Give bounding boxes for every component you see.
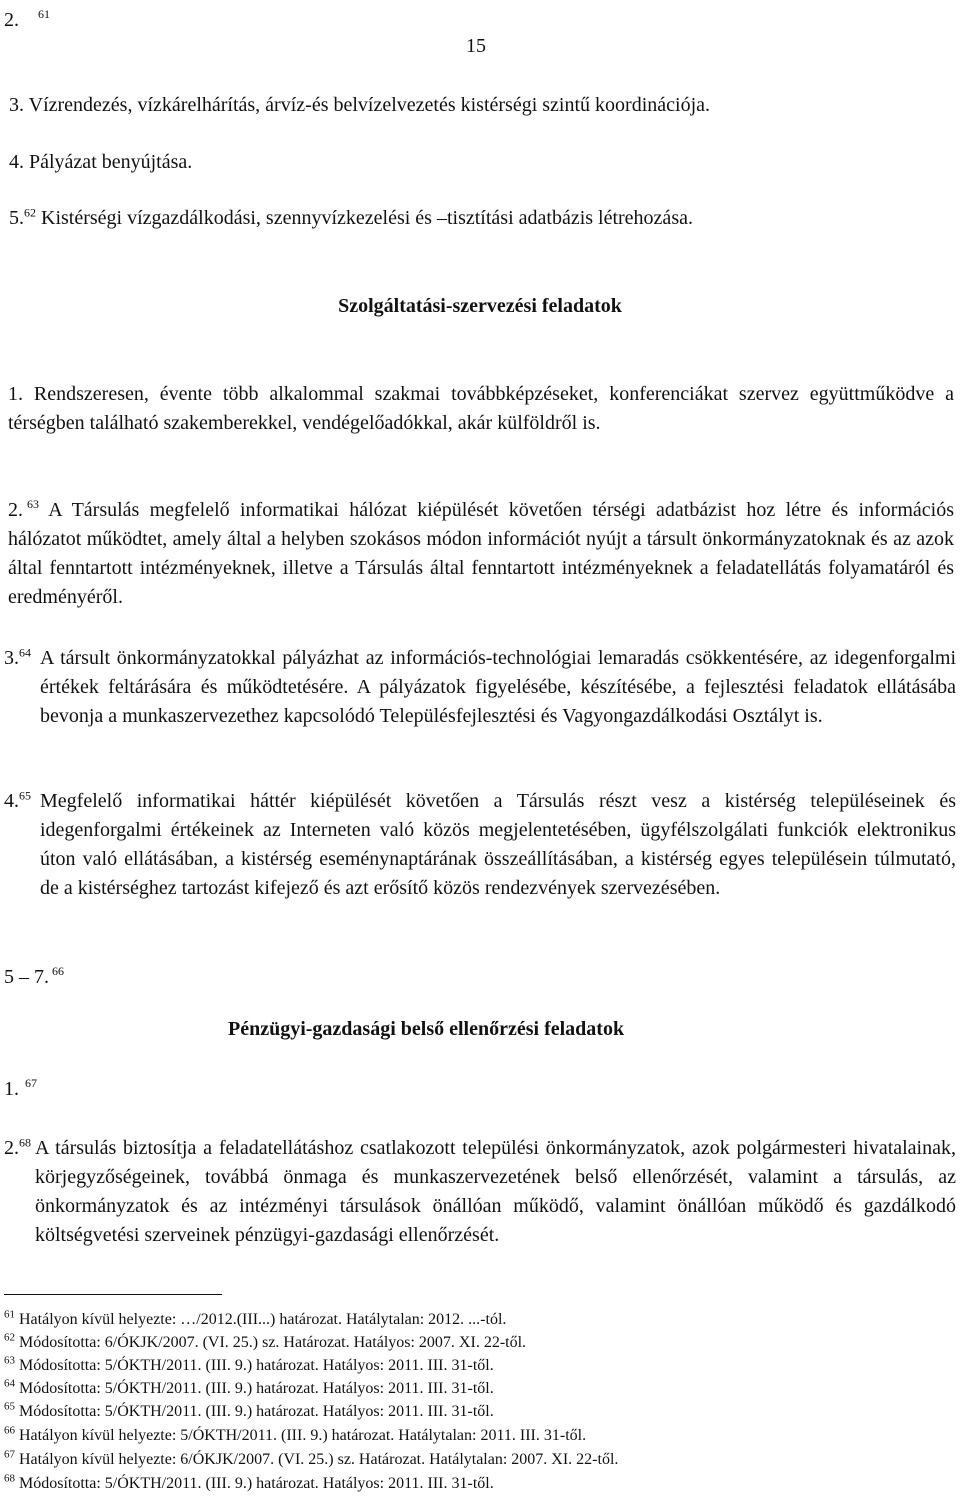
list-item <box>4 1134 958 1250</box>
item-text: Kistérségi vízgazdálkodási, szennyvízkezelési és –tisztítási adatbázis létrehozása. <box>41 207 693 229</box>
footnote-ref: 62 <box>24 205 36 220</box>
list-item <box>9 91 710 120</box>
footnote-text: Hatályon kívül helyezte: 5/ÓKTH/2011. (III. 9.) határozat. Hatálytalan: 2011. III. 31-től. <box>19 1427 587 1444</box>
footnote <box>4 1426 586 1446</box>
footnote-text: Módosította: 5/ÓKTH/2011. (III. 9.) határozat. Hatályos: 2011. III. 31-től. <box>19 1475 494 1492</box>
footnote <box>4 1474 494 1494</box>
item-number: 5 – 7. <box>4 966 49 988</box>
item-number: 5. <box>9 207 24 229</box>
item-number: 2. <box>4 1137 19 1159</box>
footnote <box>4 1333 526 1353</box>
item-number: 2. <box>8 499 23 521</box>
footnote <box>4 1402 494 1422</box>
item-number: 1. <box>4 1078 19 1100</box>
footnote-text: Módosította: 5/ÓKTH/2011. (III. 9.) határozat. Hatályos: 2011. III. 31-től. <box>19 1403 494 1420</box>
section-heading: Szolgáltatási-szervezési feladatok <box>338 295 622 317</box>
item-text: Megfelelő informatikai háttér kiépülését követően a Társulás részt vesz a kistérség településeinek és idegenforgalmi értékeinek az Interneten való közös megjelentetésében, ügyfélszolgálati funkciók elektronikus úton való ellátásában, a kistérség eseménynaptárának összeállításában, a kistérség egyes településein túlmutató, de a kistérséghez tartozást kifejező és azt erősítő közös rendezvények szervezésében. <box>40 790 956 899</box>
section-heading: Pénzügyi-gazdasági belső ellenőrzési feladatok <box>228 1018 625 1040</box>
footnote-ref: 63 <box>27 497 39 512</box>
list-item <box>8 380 954 438</box>
item-text: Pályázat benyújtása. <box>29 151 193 173</box>
footnote-text: Hatályon kívül helyezte: 6/ÓKJK/2007. (VI. 25.) sz. Határozat. Hatálytalan: 2007. XI. 22-től. <box>19 1451 619 1468</box>
footnote-ref: 65 <box>19 788 31 803</box>
list-item <box>9 148 192 177</box>
footnote <box>4 1310 506 1330</box>
repealed-item-1 <box>4 1075 37 1104</box>
repealed-item-2 <box>4 6 50 35</box>
item-text: Vízrendezés, vízkárelhárítás, árvíz-és belvízelvezetés kistérségi szintű koordinációja. <box>28 94 711 116</box>
repealed-item-5-7 <box>4 963 64 992</box>
footnote-number: 61 <box>4 1308 15 1321</box>
footnote-ref: 68 <box>19 1135 31 1150</box>
list-item <box>9 204 693 233</box>
footnote <box>4 1379 494 1399</box>
footnote-number: 68 <box>4 1472 15 1485</box>
item-number: 4. <box>4 790 19 812</box>
item-number: 4. <box>9 151 24 173</box>
footnote-number: 67 <box>4 1448 15 1461</box>
item-text: A társult önkormányzatokkal pályázhat az információs-technológiai lemaradás csökkentésére, az idegenforgalmi értékek feltárására és működtetésére. A pályázatok figyelésébe, készítésébe, a fejlesztési feladatok ellátásába bevonja a munkaszervezethez kapcsolódó Településfejlesztési és Vagyongazdálkodási Osztályt is. <box>40 647 956 727</box>
footnote-separator <box>4 1294 222 1295</box>
footnote-ref: 61 <box>38 7 50 22</box>
footnote-text: Módosította: 5/ÓKTH/2011. (III. 9.) határozat. Hatályos: 2011. III. 31-től. <box>19 1357 494 1374</box>
item-text: A Társulás megfelelő informatikai hálózat kiépülését követően térségi adatbázist hoz létre és információs hálózatot működtet, amely által a helyben szokásos módon információt nyújt a társult önkormányzatoknak és az azok által fenntartott intézményeknek, illetve a Társulás által fenntartott intézményeknek a feladatellátás folyamatáról és eredményéről. <box>8 499 954 608</box>
footnote-number: 63 <box>4 1354 15 1367</box>
item-number: 2. <box>4 9 19 31</box>
footnote-number: 65 <box>4 1400 15 1413</box>
footnote <box>4 1450 618 1470</box>
list-item <box>8 496 954 612</box>
list-item <box>4 644 958 731</box>
footnote-number: 66 <box>4 1424 15 1437</box>
footnote-text: Módosította: 6/ÓKJK/2007. (VI. 25.) sz. Határozat. Hatályos: 2007. XI. 22-től. <box>19 1334 527 1351</box>
footnote <box>4 1356 494 1376</box>
page-number: 15 <box>466 35 486 57</box>
list-item <box>4 787 958 903</box>
item-number: 1. <box>8 383 23 405</box>
item-number: 3. <box>9 94 24 116</box>
item-text: Rendszeresen, évente több alkalommal szakmai továbbképzéseket, konferenciákat szervez együttműködve a térségben található szakemberekkel, vendégelőadókkal, akár külföldről is. <box>8 383 954 434</box>
footnote-number: 62 <box>4 1331 15 1344</box>
item-number: 3. <box>4 647 19 669</box>
footnote-text: Hatályon kívül helyezte: …/2012.(III...) határozat. Hatálytalan: 2012. ...-tól. <box>19 1311 507 1328</box>
item-text: A társulás biztosítja a feladatellátáshoz csatlakozott települési önkormányzatok, azok polgármesteri hivatalainak, körjegyzőségeinek, továbbá önmaga és munkaszervezetének belső ellenőrzését, valamint a társulás, az önkormányzatok és az intézményi társulások önállóan működő, valamint önállóan működő és gazdálkodó költségvetési szerveinek pénzügyi-gazdasági ellenőrzését. <box>35 1137 956 1246</box>
footnote-text: Módosította: 5/ÓKTH/2011. (III. 9.) határozat. Hatályos: 2011. III. 31-től. <box>19 1380 494 1397</box>
footnote-ref: 66 <box>52 964 64 979</box>
footnote-ref: 67 <box>25 1076 37 1091</box>
footnote-number: 64 <box>4 1377 15 1390</box>
footnote-ref: 64 <box>19 645 31 660</box>
